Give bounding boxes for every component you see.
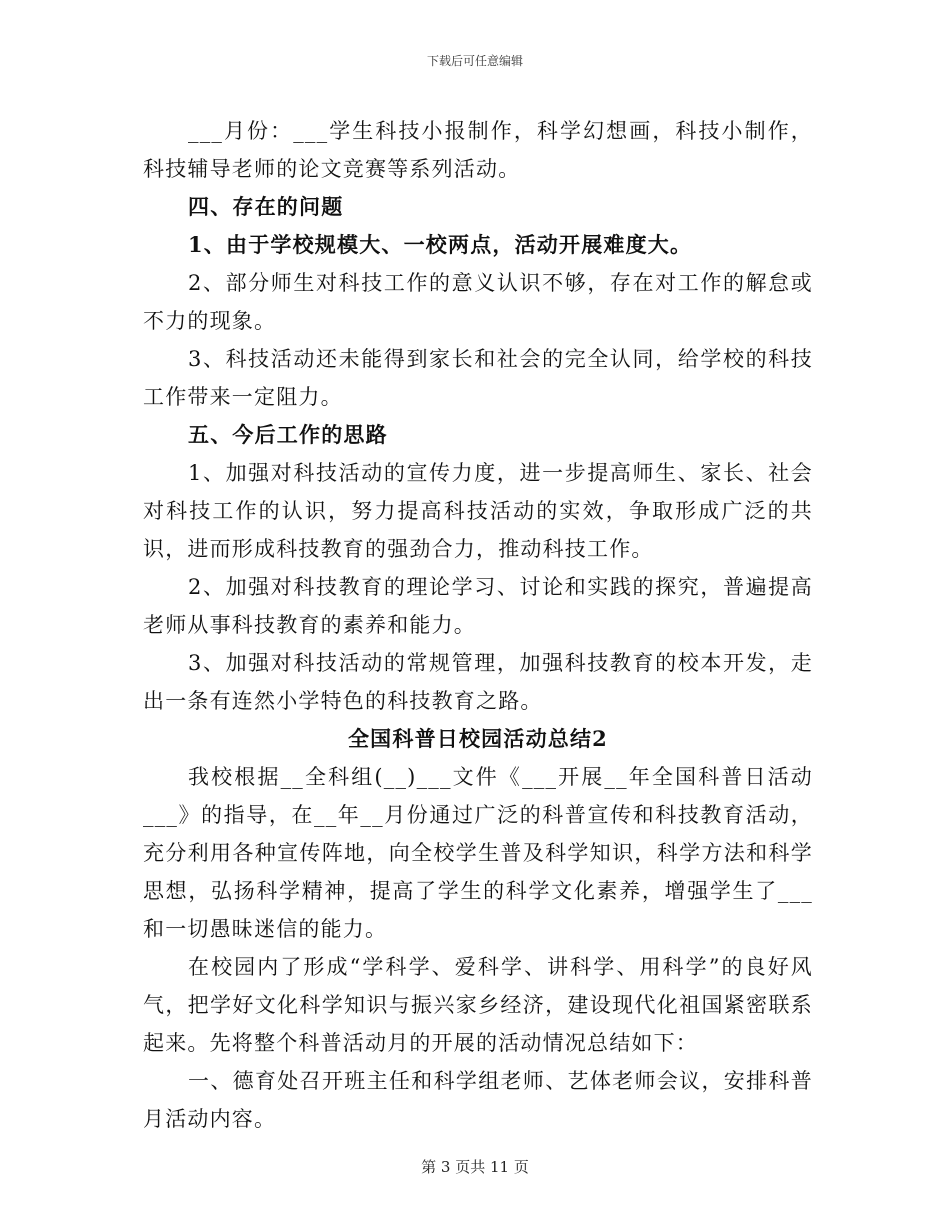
paragraph-section-one: 一、德育处召开班主任和科学组老师、艺体老师会议，安排科普月活动内容。 [143, 1069, 813, 1131]
document-title-summary-2: 全国科普日校园活动总结2 [347, 726, 608, 751]
problem-item-2: 2、部分师生对科技工作的意义认识不够，存在对工作的解怠或不力的现象。 [143, 271, 813, 333]
plan-item-3: 3、加强对科技活动的常规管理，加强科技教育的校本开发，走出一条有连然小学特色的科技教育之路。 [143, 651, 813, 713]
problem-item-1: 1、由于学校规模大、一校两点，活动开展难度大。 [188, 232, 693, 257]
page-number: 第 3 页共 11 页 [421, 1158, 529, 1176]
paragraph-activities-month: ___月份：___学生科技小报制作，科学幻想画，科技小制作，科技辅导老师的论文竞赛等系列活动。 [143, 119, 813, 181]
document-body [143, 112, 813, 1138]
plan-item-1: 1、加强对科技活动的宣传力度，进一步提高师生、家长、社会对科技工作的认识，努力提高科技活动的实效，争取形成广泛的共识，进而形成科技教育的强劲合力，推动科技工作。 [143, 461, 813, 561]
page-header: 下载后可任意编辑 [426, 54, 523, 68]
plan-item-2: 2、加强对科技教育的理论学习、讨论和实践的探究，普遍提高老师从事科技教育的素养和能力。 [143, 575, 813, 637]
paragraph-campus-atmosphere: 在校园内了形成“学科学、爱科学、讲科学、用科学”的良好风气，把学好文化科学知识与振兴家乡经济，建设现代化祖国紧密联系起来。先将整个科普活动月的开展的活动情况总结如下： [143, 955, 813, 1055]
section-heading-future-plans: 五、今后工作的思路 [188, 422, 388, 447]
section-heading-problems: 四、存在的问题 [188, 194, 344, 219]
paragraph-intro: 我校根据__全科组(__)___文件《___开展__年全国科普日活动___》的指导，在__年__月份通过广泛的科普宣传和科技教育活动，充分利用各种宣传阵地，向全校学生普及科学知识，科学方法和科学思想，弘扬科学精神，提高了学生的科学文化素养，增强学生了___和一切愚昧迷信的能力。 [143, 765, 813, 941]
problem-item-3: 3、科技活动还未能得到家长和社会的完全认同，给学校的科技工作带来一定阻力。 [143, 347, 813, 409]
